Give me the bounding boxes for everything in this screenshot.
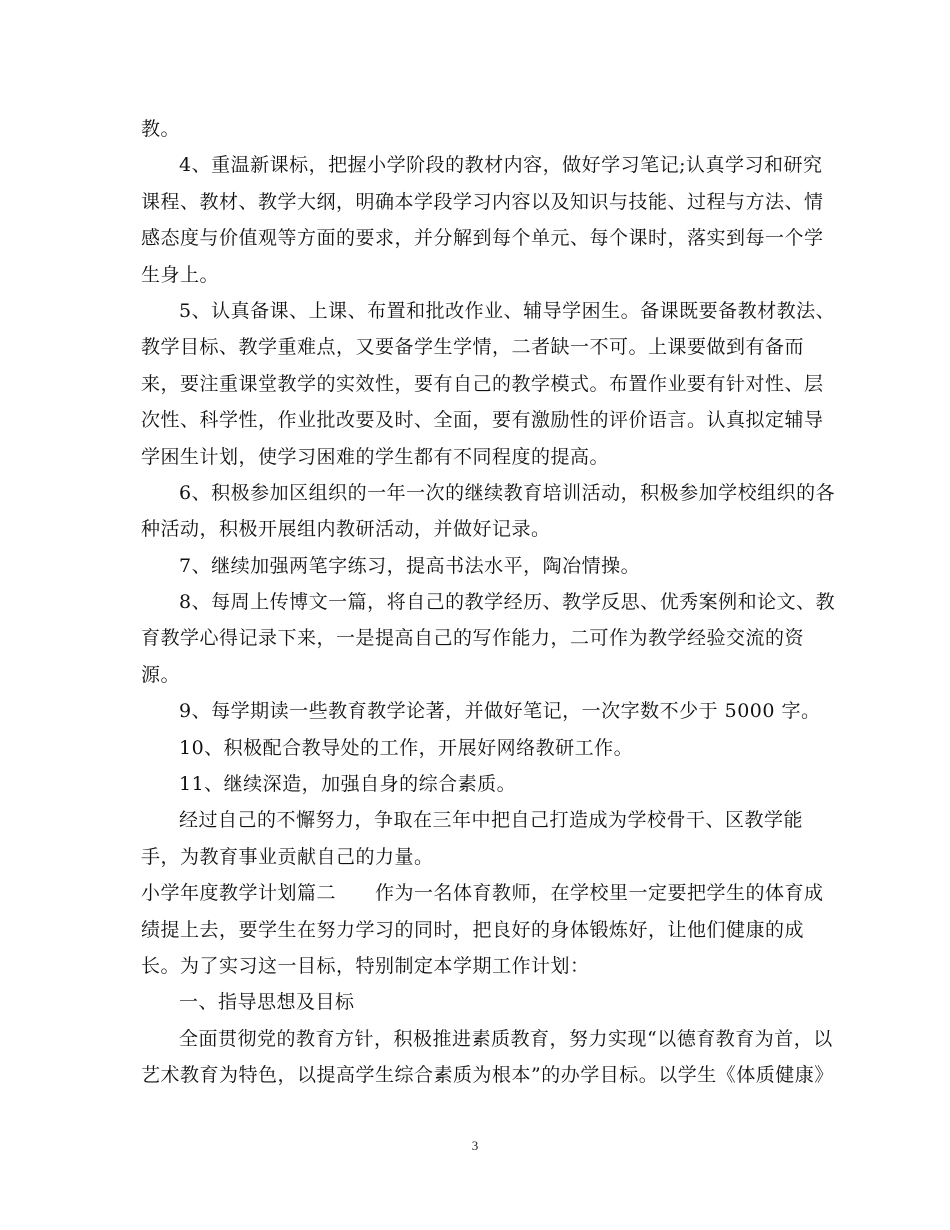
page-number: 3 bbox=[471, 1138, 479, 1153]
text-line: 艺术教育为特色，以提高学生综合素质为根本”的办学目标。以学生《体质健康》 bbox=[141, 1064, 834, 1087]
text-line: 学困生计划，使学习困难的学生都有不同程度的提高。 bbox=[141, 445, 610, 468]
text-line: 7、继续加强两笔字练习，提高书法水平，陶冶情操。 bbox=[179, 554, 641, 577]
text-line: 来，要注重课堂教学的实效性，要有自己的教学模式。布置作业要有针对性、层 bbox=[141, 372, 824, 395]
text-line: 课程、教材、教学大纲，明确本学段学习内容以及知识与技能、过程与方法、情 bbox=[141, 190, 824, 213]
text-line: 全面贯彻党的教育方针，积极推进素质教育，努力实现“以德育教育为首，以 bbox=[179, 1027, 833, 1050]
text-line: 小学年度教学计划篇二 作为一名体育教师，在学校里一定要把学生的体育成 bbox=[141, 882, 824, 905]
text-line: 11、继续深造，加强自身的综合素质。 bbox=[179, 773, 517, 796]
text-line: 经过自己的不懈努力，争取在三年中把自己打造成为学校骨干、区教学能 bbox=[179, 809, 804, 832]
text-line: 手，为教育事业贡献自己的力量。 bbox=[141, 845, 434, 868]
text-line: 5、认真备课、上课、布置和批改作业、辅导学困生。备课既要备教材教法、 bbox=[179, 299, 836, 322]
text-line: 8、每周上传博文一篇，将自己的教学经历、教学反思、优秀案例和论文、教 bbox=[179, 591, 836, 614]
text-line: 种活动，积极开展组内教研活动，并做好记录。 bbox=[141, 518, 551, 541]
text-line: 感态度与价值观等方面的要求，并分解到每个单元、每个课时，落实到每一个学 bbox=[141, 227, 824, 250]
text-line: 教。 bbox=[141, 118, 181, 140]
text-line: 9、每学期读一些教育教学论著，并做好笔记，一次字数不少于 5000 字。 bbox=[179, 700, 821, 723]
text-line: 次性、科学性，作业批改要及时、全面，要有激励性的评价语言。认真拟定辅导 bbox=[141, 409, 824, 432]
text-line: 10、积极配合教导处的工作，开展好网络教研工作。 bbox=[179, 736, 634, 759]
text-line: 源。 bbox=[141, 663, 181, 686]
text-line: 绩提上去，要学生在努力学习的同时，把良好的身体锻炼好，让他们健康的成 bbox=[141, 918, 805, 941]
document-body bbox=[141, 111, 836, 1094]
text-line: 一、指导思想及目标 bbox=[179, 991, 355, 1014]
text-line: 4、重温新课标，把握小学阶段的教材内容，做好学习笔记;认真学习和研究 bbox=[179, 154, 823, 177]
text-line: 教学目标、教学重难点，又要备学生学情，二者缺一不可。上课要做到有备而 bbox=[141, 336, 805, 359]
text-line: 6、积极参加区组织的一年一次的继续教育培训活动，积极参加学校组织的各 bbox=[179, 481, 836, 504]
text-line: 育教学心得记录下来，一是提高自己的写作能力，二可作为教学经验交流的资 bbox=[141, 627, 805, 650]
text-line: 生身上。 bbox=[141, 263, 220, 286]
text-line: 长。为了实习这一目标，特别制定本学期工作计划： bbox=[141, 954, 590, 977]
